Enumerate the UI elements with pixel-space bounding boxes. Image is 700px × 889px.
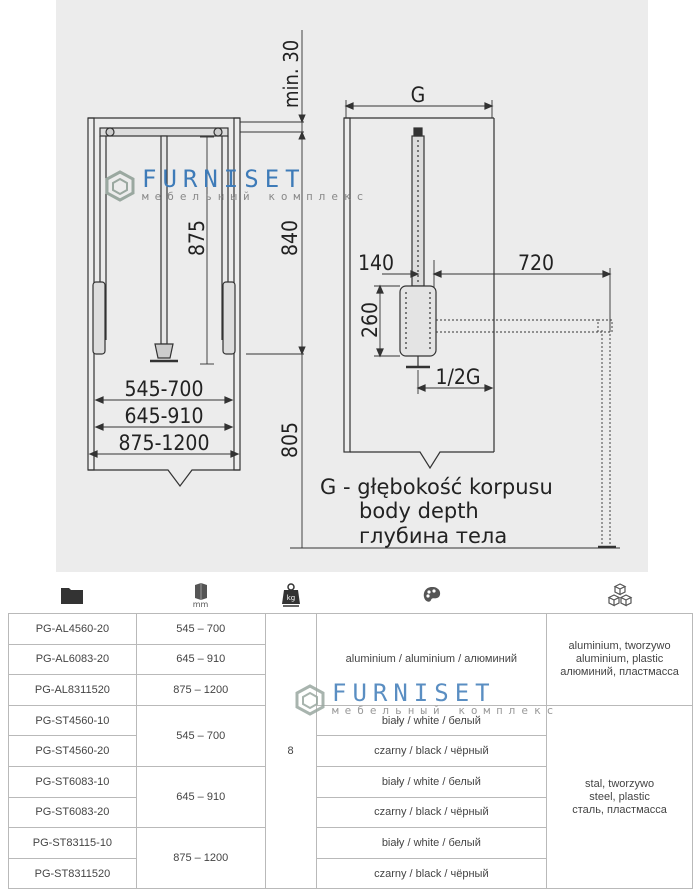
material-line: stal, tworzywo xyxy=(585,777,655,790)
code-cell: PG-ST4560-10 xyxy=(9,705,137,736)
material-cell-aluminium xyxy=(547,614,693,706)
table-row xyxy=(9,705,693,736)
code-cell: PG-ST4560-20 xyxy=(9,736,137,767)
folder-icon xyxy=(60,585,84,605)
load-cell: 8 xyxy=(265,614,316,889)
header-material xyxy=(547,578,693,612)
material-line: сталь, пластмасса xyxy=(572,803,667,816)
width-cell: 875 – 1200 xyxy=(136,828,265,889)
width-cell: 645 – 910 xyxy=(136,766,265,827)
color-cell: biały / white / белый xyxy=(316,766,547,797)
dim-140: 140 xyxy=(357,251,395,275)
code-cell: PG-ST6083-20 xyxy=(9,797,137,828)
material-cell-steel xyxy=(547,705,693,889)
width-cell: 545 – 700 xyxy=(136,614,265,645)
dim-min30: min. 30 xyxy=(279,39,303,108)
svg-text:kg: kg xyxy=(286,594,295,602)
width-unit: mm xyxy=(192,599,209,609)
width-cell: 645 – 910 xyxy=(136,644,265,675)
dim-g: G xyxy=(410,83,426,107)
material-line: алюминий, пластмасса xyxy=(560,665,679,678)
code-cell: PG-ST83115-10 xyxy=(9,828,137,859)
material-line: aluminium, plastic xyxy=(575,652,664,665)
table-row xyxy=(9,614,693,645)
code-cell: PG-AL8311520 xyxy=(9,675,137,706)
legend-line-1: G - głębokość korpusu xyxy=(320,475,553,499)
watermark-tagline: мебельный комплекс xyxy=(142,190,370,203)
color-cell: czarny / black / чёрный xyxy=(316,797,547,828)
dim-875-1200: 875-1200 xyxy=(118,431,210,455)
header-color xyxy=(316,578,547,612)
material-line: aluminium, tworzywo xyxy=(568,639,671,652)
watermark-brand: FURNISET xyxy=(142,165,306,193)
code-cell: PG-ST6083-10 xyxy=(9,766,137,797)
dim-720: 720 xyxy=(517,251,555,275)
dim-260: 260 xyxy=(358,301,382,338)
width-icon xyxy=(193,582,209,600)
header-width xyxy=(136,578,265,612)
code-cell: PG-AL6083-20 xyxy=(9,644,137,675)
weight-icon xyxy=(281,583,301,607)
code-cell: PG-AL4560-20 xyxy=(9,614,137,645)
watermark-tagline: мебельный комплекс xyxy=(332,704,560,717)
palette-icon xyxy=(422,585,442,605)
color-cell: czarny / black / чёрный xyxy=(316,858,547,889)
spec-table xyxy=(8,613,693,889)
dim-545-700: 545-700 xyxy=(124,377,204,401)
width-cell: 545 – 700 xyxy=(136,705,265,766)
legend-line-3: глубина тела xyxy=(359,524,508,548)
dim-840: 840 xyxy=(278,219,302,256)
code-cell: PG-ST8311520 xyxy=(9,858,137,889)
cubes-icon xyxy=(607,583,633,607)
color-cell: czarny / black / чёрный xyxy=(316,736,547,767)
width-cell: 875 – 1200 xyxy=(136,675,265,706)
color-cell: biały / white / белый xyxy=(316,705,547,736)
color-cell-aluminium: aluminium / aluminium / алюминий xyxy=(316,614,547,706)
material-line: steel, plastic xyxy=(589,790,650,803)
dim-645-910: 645-910 xyxy=(124,404,204,428)
header-load xyxy=(265,578,316,612)
dim-half-g: 1/2G xyxy=(435,365,481,389)
legend-line-2: body depth xyxy=(359,499,479,523)
header-code xyxy=(8,578,136,612)
watermark-brand: FURNISET xyxy=(332,679,496,707)
dim-805: 805 xyxy=(278,421,302,458)
dim-875: 875 xyxy=(185,219,209,256)
color-cell: biały / white / белый xyxy=(316,828,547,859)
